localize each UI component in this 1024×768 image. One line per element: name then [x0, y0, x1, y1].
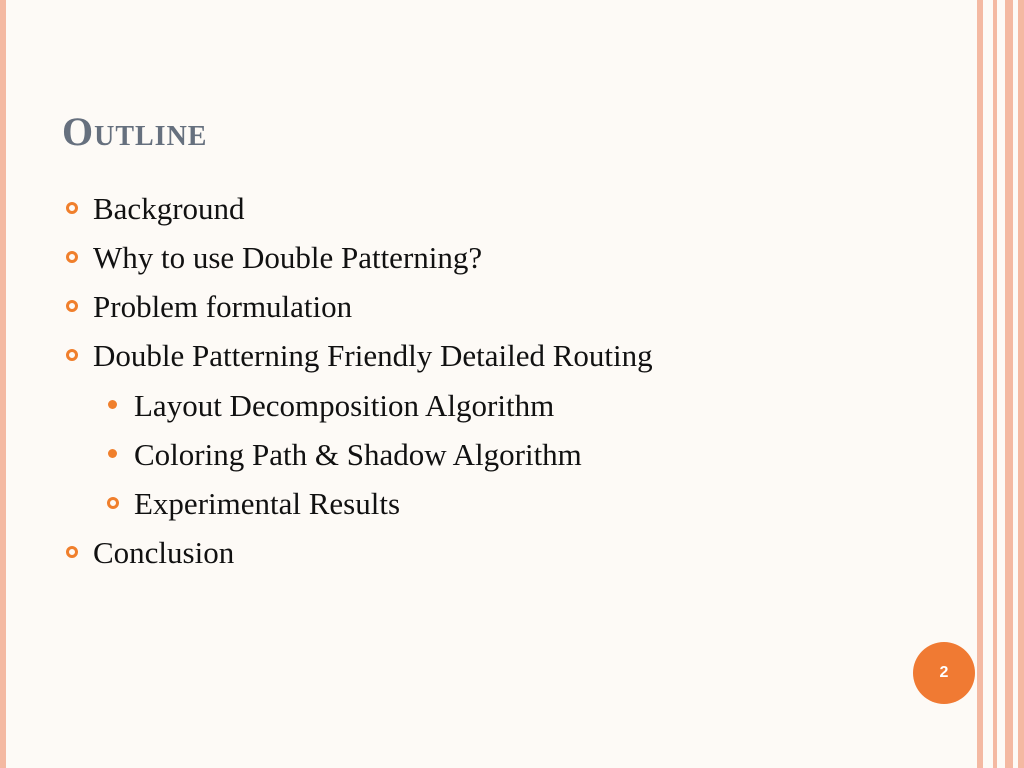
bullet-experimental-results: Experimental Results [134, 486, 401, 521]
bullet-why-double-patterning: Why to use Double Patterning? [93, 240, 483, 275]
ring-bullet-icon [66, 349, 78, 361]
dot-bullet-icon [108, 449, 117, 458]
bullet-conclusion: Conclusion [93, 535, 235, 570]
right-border-stripe-1 [977, 0, 983, 768]
ring-bullet-icon [107, 497, 119, 509]
ring-bullet-icon [66, 251, 78, 263]
slide-title: Outline [62, 109, 208, 154]
dot-bullet-icon [108, 400, 117, 409]
bullet-coloring-path: Coloring Path & Shadow Algorithm [134, 437, 582, 472]
bullet-dp-friendly-routing: Double Patterning Friendly Detailed Routing [93, 338, 653, 373]
page-number-badge [913, 642, 975, 704]
ring-bullet-icon [66, 300, 78, 312]
page-number: 2 [939, 664, 949, 681]
ring-bullet-icon [66, 546, 78, 558]
left-border-stripe [0, 0, 6, 768]
bullet-background: Background [93, 191, 245, 226]
bullet-layout-decomposition: Layout Decomposition Algorithm [134, 388, 555, 423]
right-border-stripe-4 [1018, 0, 1024, 768]
bullet-problem-formulation: Problem formulation [93, 289, 353, 324]
right-border-stripe-3 [1005, 0, 1013, 768]
ring-bullet-icon [66, 202, 78, 214]
right-border-stripe-2 [993, 0, 997, 768]
